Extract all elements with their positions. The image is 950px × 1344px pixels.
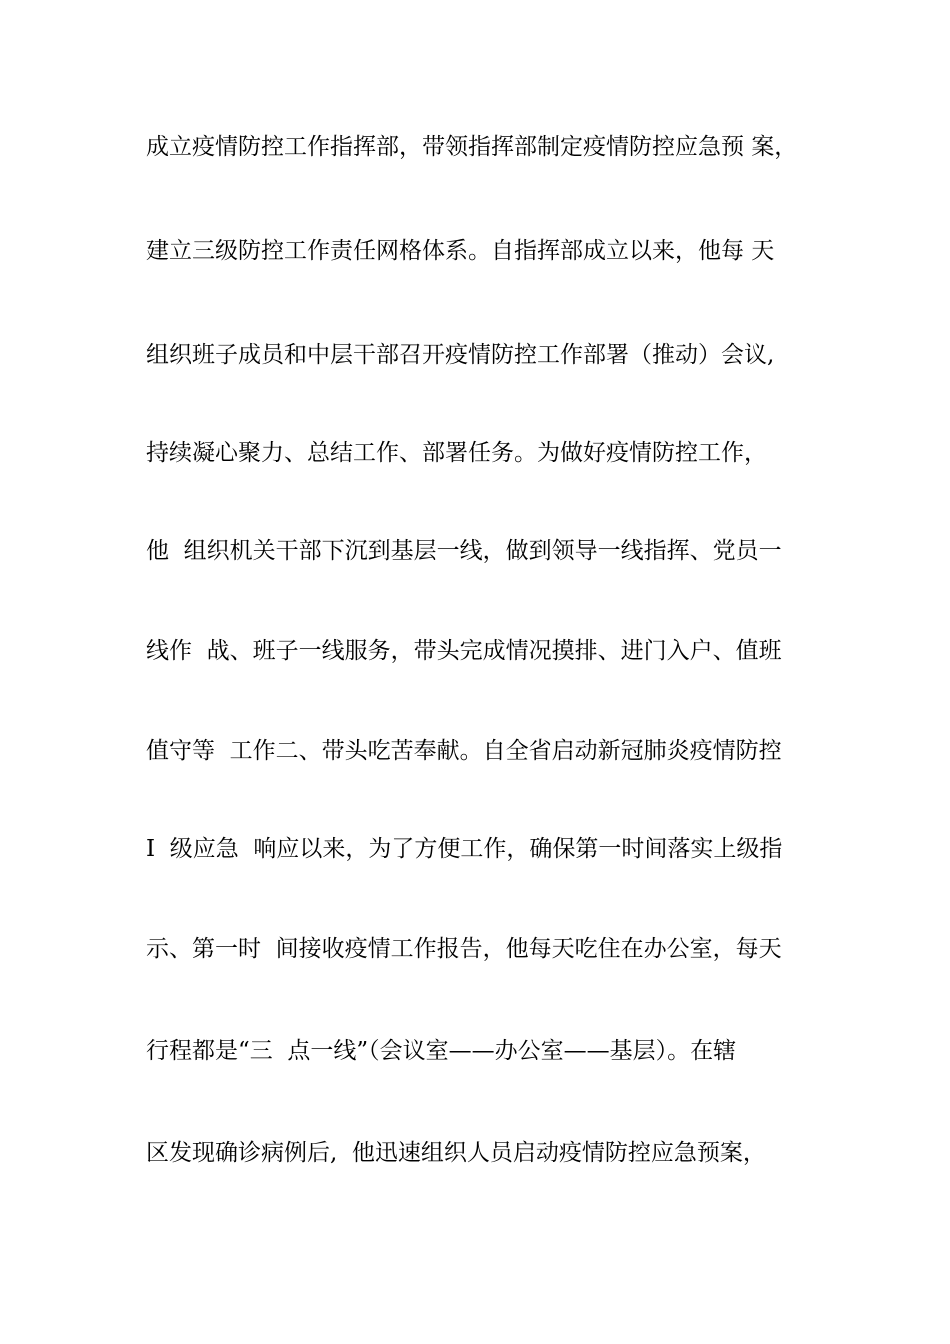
text-line-4: 持续凝心聚力、总结工作、部署任务。为做好疫情防控工作， [146,440,767,466]
text-line-3: 组织班子成员和中层干部召开疫情防控工作部署（推动）会议, [146,342,775,368]
text-line-8: I 级应急 响应以来，为了方便工作，确保第一时间落实上级指 [146,836,783,862]
text-line-6: 线作 战、班子一线服务，带头完成情况摸排、进门入户、值班 [146,638,782,664]
text-line-11: 区发现确诊病例后, 他迅速组织人员启动疫情防控应急预案， [146,1140,766,1166]
text-line-10: 行程都是“三 点一线”（会议室——办公室——基层）。在辖 [146,1038,737,1064]
text-line-5: 他 组织机关干部下沉到基层一线，做到领导一线指挥、党员一 [146,538,782,564]
text-line-9: 示、第一时 间接收疫情工作报告，他每天吃住在办公室，每天 [146,936,782,962]
text-line-1: 成立疫情防控工作指挥部，带领指挥部制定疫情防控应急预 案， [146,134,798,160]
text-line-2: 建立三级防控工作责任网格体系。自指挥部成立以来，他每 天 [146,238,775,264]
text-line-7: 值守等 工作二、带头吃苦奉献。自全省启动新冠肺炎疫情防控 [146,738,782,764]
